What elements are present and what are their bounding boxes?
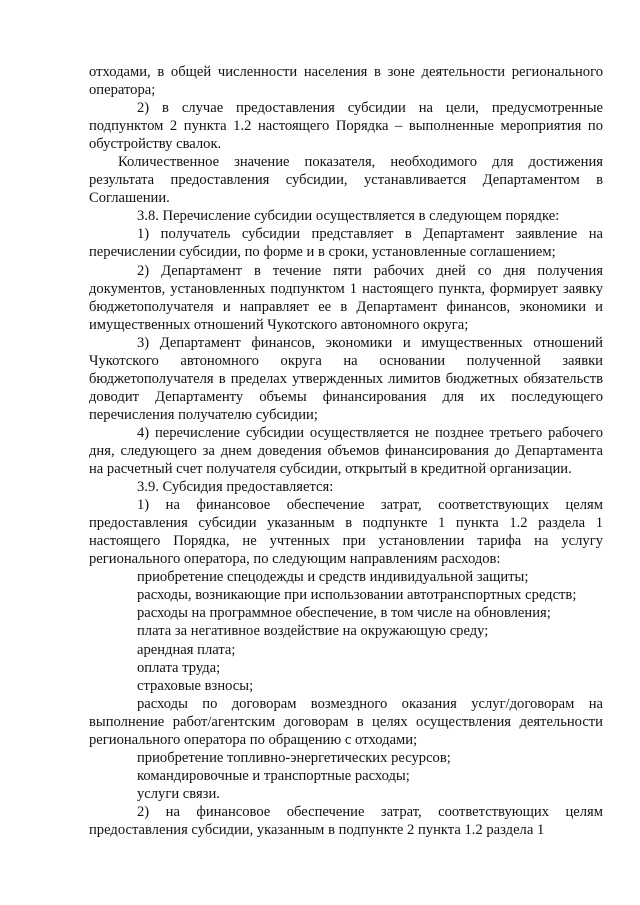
expense-item: страховые взносы; bbox=[137, 677, 254, 694]
list-item: 1) получатель субсидии представляет в Департамент заявление на перечислении субсидии, по форме и в сроки, установленные соглашением; bbox=[89, 226, 603, 261]
paragraph: отходами, в общей численности населения в зоне деятельности регионального оператора; bbox=[89, 64, 603, 99]
section-heading: 3.9. Субсидия предоставляется: bbox=[137, 479, 334, 496]
list-item: 2) Департамент в течение пяти рабочих дней со дня получения документов, установленных подпунктом 1 настоящего пункта, формирует заявку бюджетополучателя и направляет ее в Департамент финансов, экономики и имущественных отношений Чукотского автономного округа; bbox=[89, 262, 603, 333]
expense-item: услуги связи. bbox=[137, 785, 220, 802]
expense-item: расходы по договорам возмездного оказания услуг/договорам на выполнение работ/агентским договорам в целях осуществления деятельности регионального оператора по обращению с отходами; bbox=[89, 695, 603, 748]
expense-item: оплата труда; bbox=[137, 659, 221, 676]
list-item: 3) Департамент финансов, экономики и имущественных отношений Чукотского автономного округа на основании полученной заявки бюджетополучателя в пределах утвержденных лимитов бюджетных обязательств доводит Департаменту объемы финансирования для их последующего перечисления получателю субсидии; bbox=[89, 334, 603, 423]
expense-item: приобретение топливно-энергетических ресурсов; bbox=[137, 749, 451, 766]
paragraph: 2) в случае предоставления субсидии на цели, предусмотренные подпунктом 2 пункта 1.2 настоящего Порядка – выполненные мероприятия по обустройству свалок. bbox=[89, 100, 603, 153]
expense-item: расходы, возникающие при использовании автотранспортных средств; bbox=[137, 587, 577, 604]
list-item: 4) перечисление субсидии осуществляется не позднее третьего рабочего дня, следующего за днем доведения объемов финансирования до Департамента на расчетный счет получателя субсидии, открытый в кредитной организации. bbox=[89, 424, 603, 478]
expense-item: арендная плата; bbox=[137, 641, 236, 658]
expense-item: командировочные и транспортные расходы; bbox=[137, 767, 410, 784]
list-item: 1) на финансовое обеспечение затрат, соответствующих целям предоставления субсидии указанным в подпункте 1 пункта 1.2 раздела 1 настоящего Порядка, не учтенных при установлении тарифа на услугу регионального оператора, по следующим направлениям расходов: bbox=[89, 497, 603, 568]
expense-item: расходы на программное обеспечение, в том числе на обновления; bbox=[137, 605, 551, 622]
expense-item: плата за негативное воздействие на окружающую среду; bbox=[137, 623, 489, 640]
paragraph: Количественное значение показателя, необходимого для достижения результата предоставления субсидии, устанавливается Департаментом в Соглашении. bbox=[89, 154, 603, 207]
list-item: 2) на финансовое обеспечение затрат, соответствующих целям предоставления субсидии, указанным в подпункте 2 пункта 1.2 раздела 1 bbox=[89, 803, 603, 838]
expense-item: приобретение спецодежды и средств индивидуальной защиты; bbox=[137, 569, 529, 586]
section-heading: 3.8. Перечисление субсидии осуществляется в следующем порядке: bbox=[137, 208, 560, 225]
